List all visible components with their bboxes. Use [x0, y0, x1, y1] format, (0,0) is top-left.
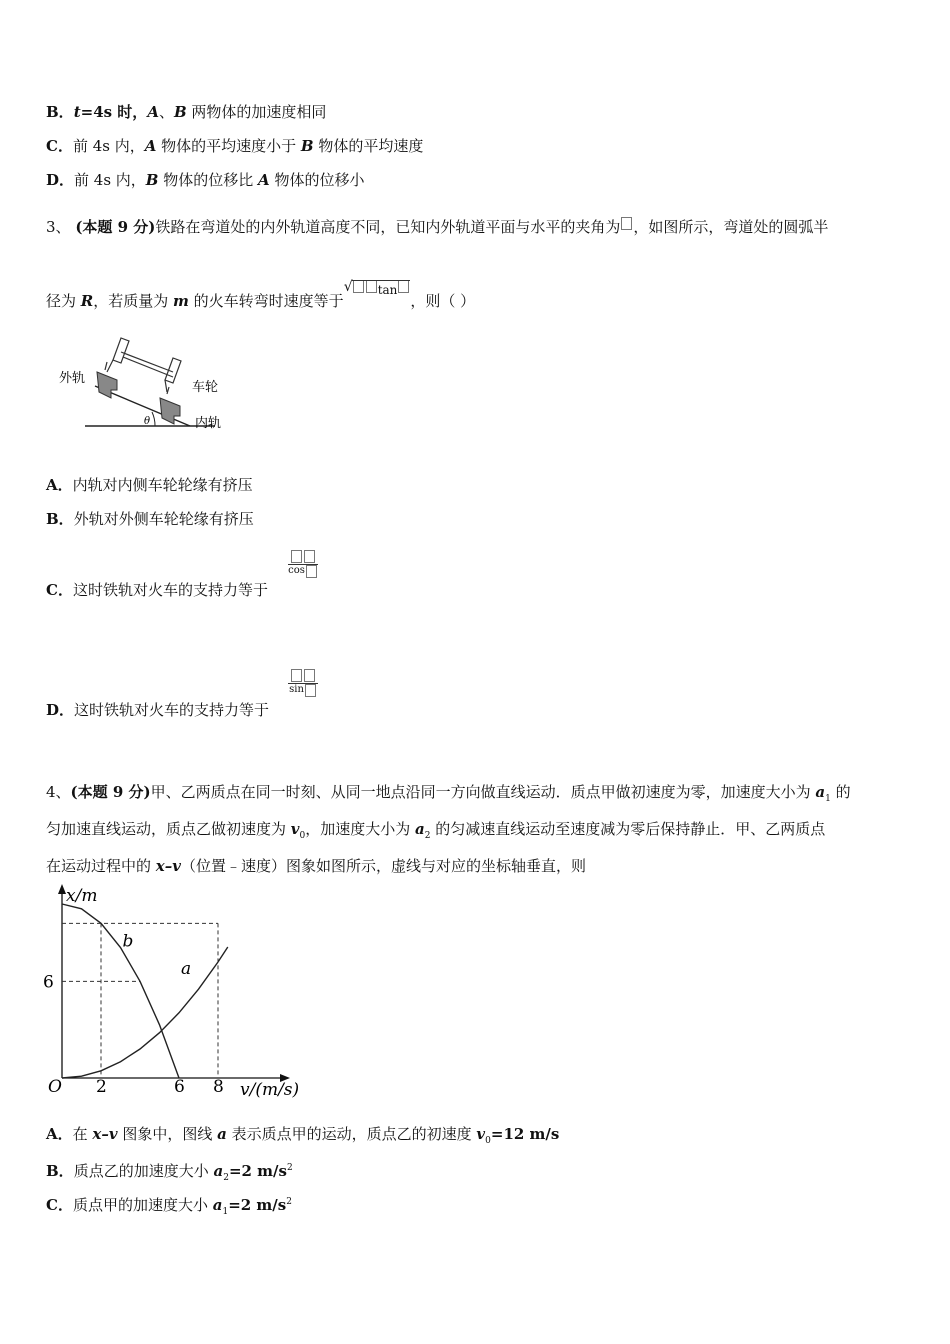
q4-option-b: B．质点乙的加速度大小 $a_2=2$ $m/s^2$ — [46, 1162, 293, 1183]
q4-stem-line2: 匀加速直线运动，质点乙做初速度为 $v_0$，加速度大小为 $a_2$ 的匀减速直线运动至速度减为零后保持静止．甲、乙两质点 — [46, 820, 826, 841]
x-tick-8: 8 — [213, 1077, 224, 1097]
wheel-label: 车轮 — [192, 380, 219, 395]
q2-option-b: B．t=4s 时，A、B 两物体的加速度相同 — [46, 103, 327, 121]
q3-option-a: A．内轨对内侧车轮轮缘有挤压 — [46, 476, 253, 494]
outer-rail-label: 外轨 — [59, 371, 86, 386]
q2-option-c: C．前 4s 内，A 物体的平均速度小于 B 物体的平均速度 — [46, 137, 424, 155]
series-b-line — [62, 904, 179, 1078]
q2-option-d: D．前 4s 内，B 物体的位移比 A 物体的位移小 — [46, 171, 365, 189]
q4-option-a: A．在 x–v 图象中，图线 a 表示质点甲的运动，质点乙的初速度 $v_0=12$ m/s — [46, 1125, 560, 1146]
x-tick-2: 2 — [96, 1077, 107, 1097]
y-axis-label: x/m — [66, 886, 98, 906]
theta-label: θ — [144, 416, 151, 427]
x-axis-label: v/(m/s) — [240, 1080, 300, 1100]
inner-rail-label: 内轨 — [195, 416, 222, 431]
q4-stem-line1: 4、(本题 9 分)甲、乙两质点在同一时刻、从同一地点沿同一方向做直线运动．质点甲做初速度为零，加速度大小为 $a_1$ 的 — [46, 783, 851, 804]
rail-diagram — [55, 332, 235, 436]
q3-option-d: D．这时铁轨对火车的支持力等于 — [46, 701, 270, 719]
q3-option-c: C．这时铁轨对火车的支持力等于 — [46, 581, 268, 599]
series-a-line — [62, 947, 228, 1078]
theta-placeholder-icon — [621, 217, 632, 230]
q4-stem-line3: 在运动过程中的 x–v（位置﹣速度）图象如图所示，虚线与对应的坐标轴垂直，则 — [46, 857, 586, 875]
q3-option-b: B．外轨对外侧车轮轮缘有挤压 — [46, 510, 254, 528]
x-tick-6: 6 — [174, 1077, 185, 1097]
xv-chart — [40, 880, 300, 1105]
q3-stem-line1: 3、 (本题 9 分)铁路在弯道处的内外轨道高度不同，已知内外轨道平面与水平的夹角为 ，如图所示，弯道处的圆弧半 — [46, 218, 829, 236]
fraction-cos: cos — [288, 550, 318, 578]
y-axis-arrow — [58, 884, 66, 894]
q4-option-c: C．质点甲的加速度大小 $a_1=2$ $m/s^2$ — [46, 1196, 292, 1217]
series-a-label: a — [180, 959, 192, 980]
q3-stem-line2: 径为 R，若质量为 m 的火车转弯时速度等于 √ tan，则（ ） — [46, 279, 476, 310]
origin-label: O — [48, 1077, 62, 1097]
y-tick-6: 6 — [43, 972, 54, 993]
series-b-label: b — [122, 931, 134, 952]
fraction-sin: sin — [288, 669, 318, 697]
sqrt-expression: √ tan — [344, 280, 411, 300]
